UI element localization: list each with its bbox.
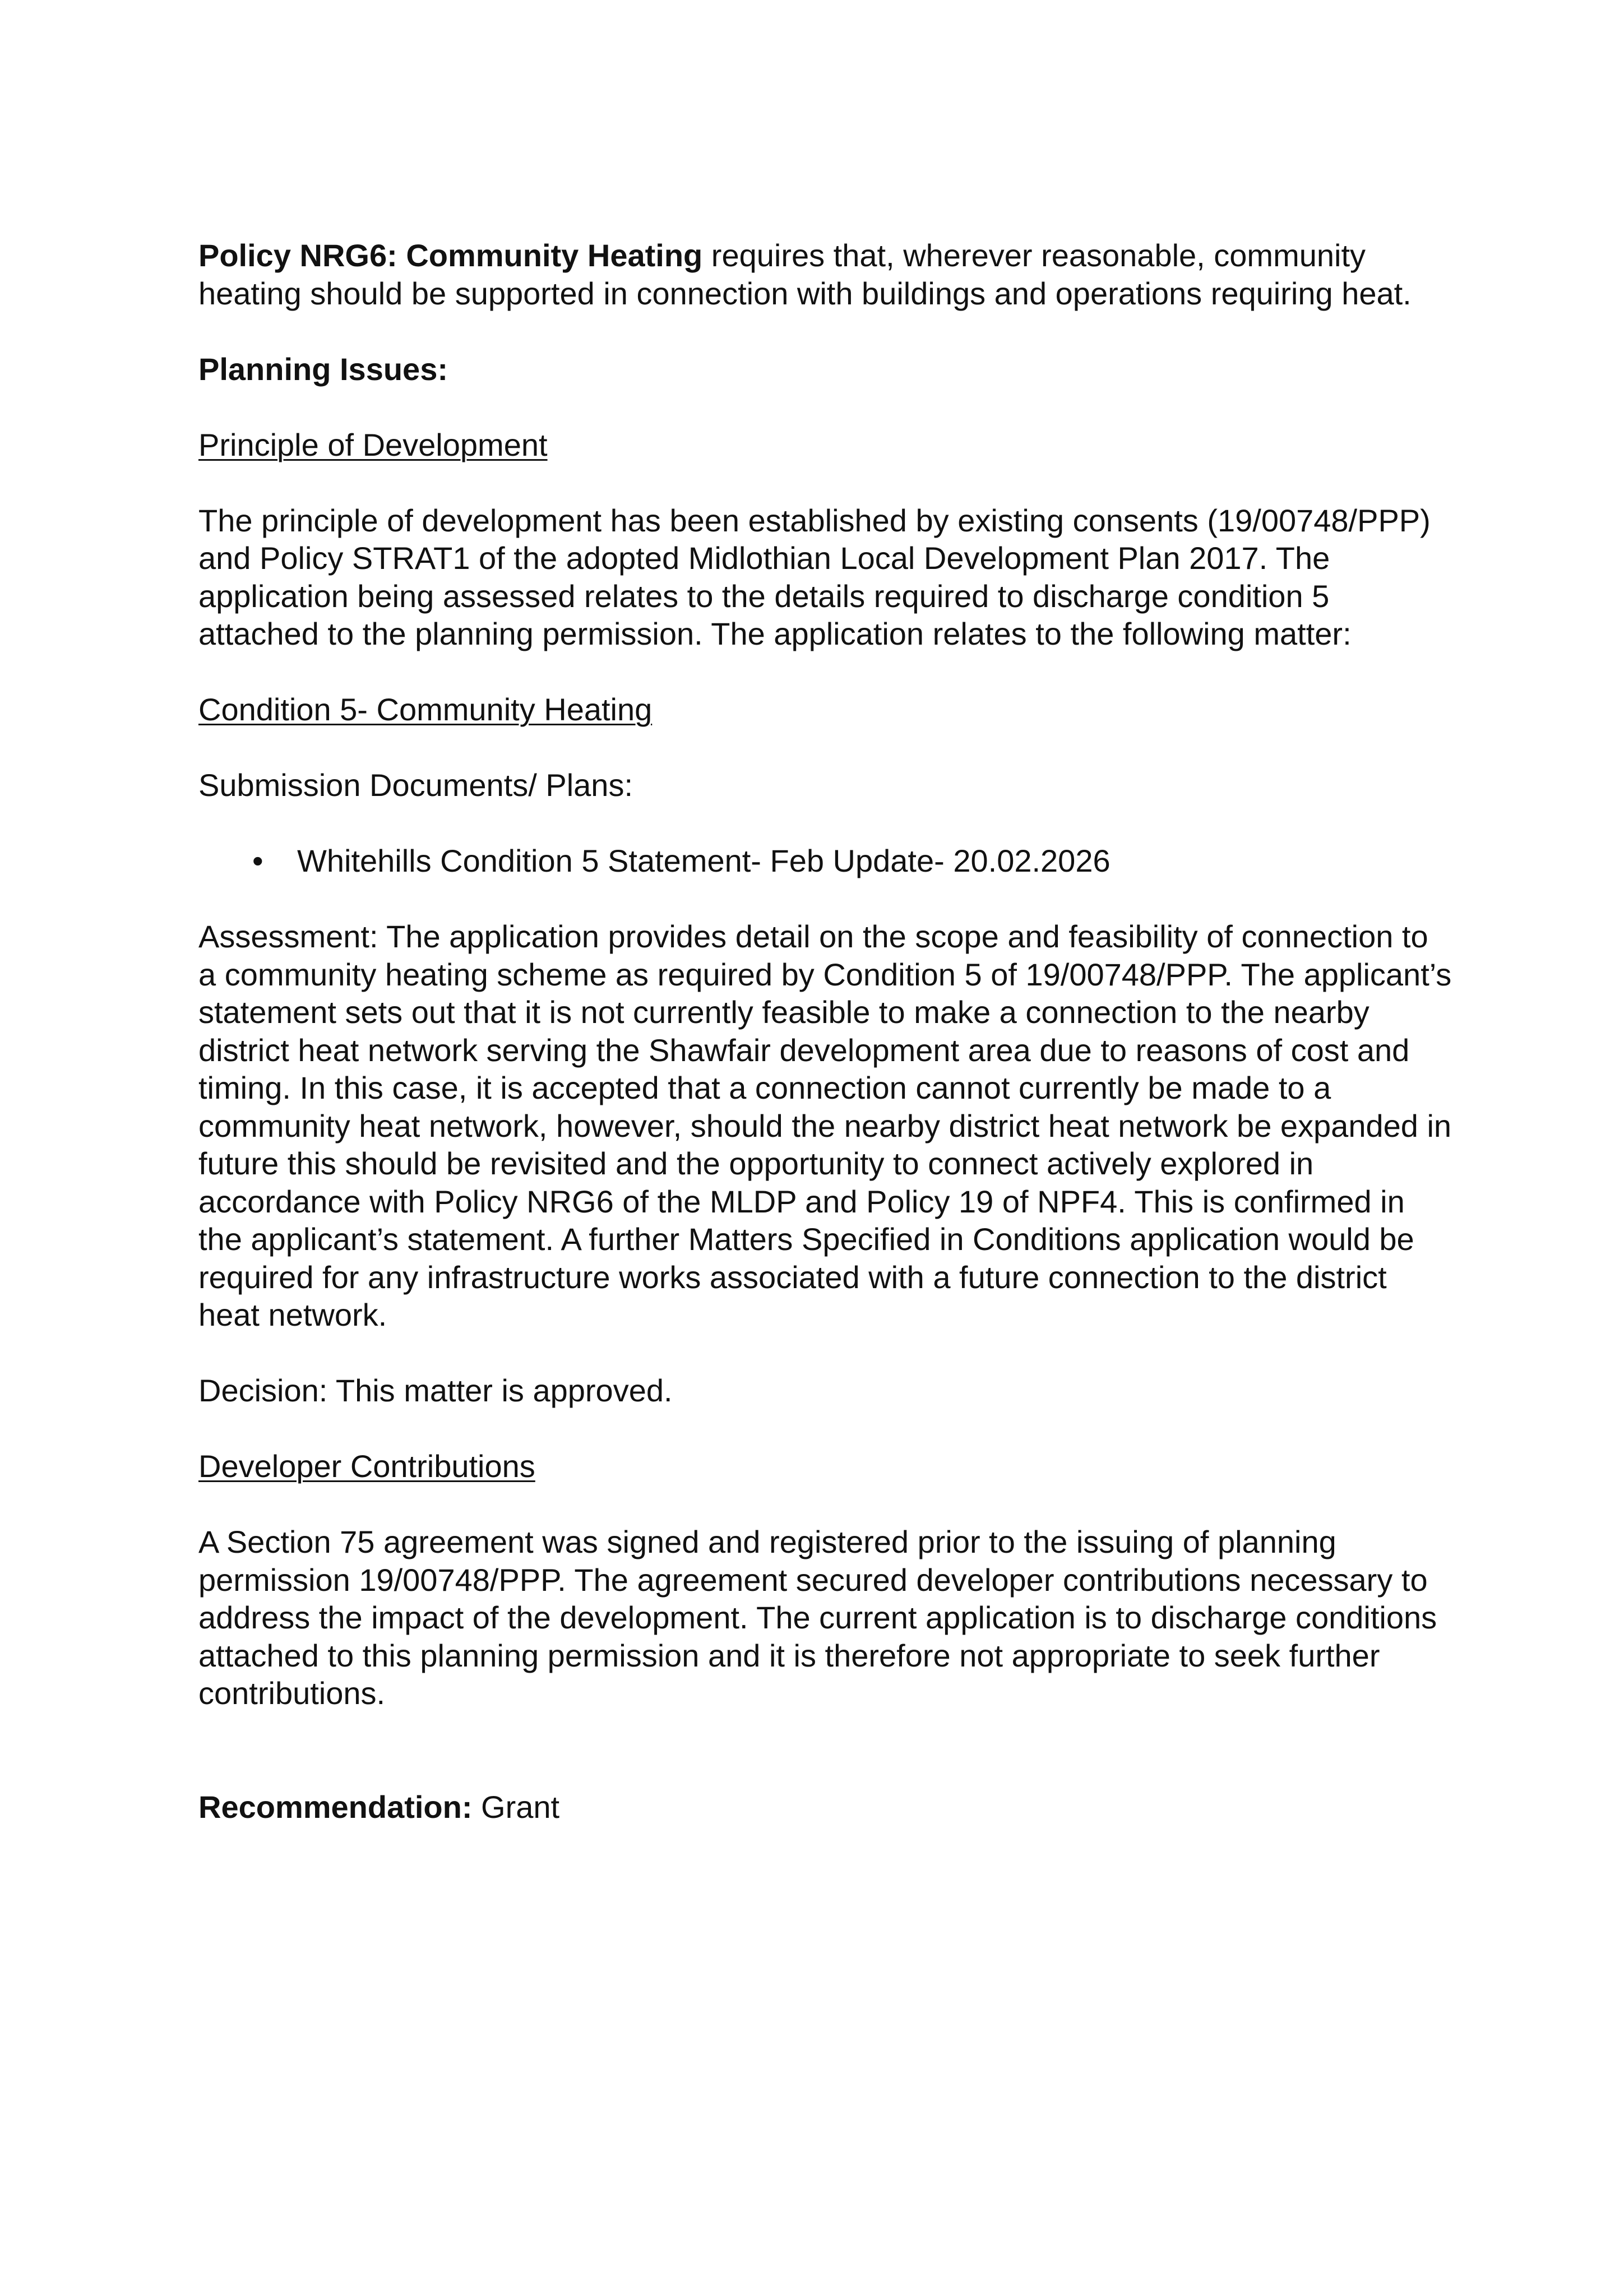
condition-5-heading: Condition 5- Community Heating bbox=[198, 692, 653, 727]
principle-of-development-heading: Principle of Development bbox=[198, 427, 548, 462]
decision-paragraph: Decision: This matter is approved. bbox=[198, 1373, 673, 1408]
submission-documents-label: Submission Documents/ Plans: bbox=[198, 767, 633, 803]
submission-document-name: Whitehills Condition 5 Statement- Feb Update- 20.02.2026 bbox=[297, 843, 1111, 878]
policy-nrg6-paragraph bbox=[198, 237, 1454, 312]
planning-issues-heading: Planning Issues: bbox=[198, 351, 448, 387]
document-page bbox=[198, 237, 1454, 1826]
principle-of-development-text: The principle of development has been established by existing consents (19/00748/PPP) and Policy STRAT1 of the adopted Midlothian Local Development Plan 2017. The application being assessed relates to the details required to discharge condition 5 attached to the planning permission. The application relates to the following matter: bbox=[198, 502, 1431, 651]
assessment-paragraph: Assessment: The application provides detail on the scope and feasibility of connection to a community heating scheme as required by Condition 5 of 19/00748/PPP. The applicant’s statement sets out that it is not currently feasible to make a connection to the nearby district heat network serving the Shawfair development area due to reasons of cost and timing. In this case, it is accepted that a connection cannot currently be made to a community heat network, however, should the nearby district heat network be expanded in future this should be revisited and the opportunity to connect actively explored in accordance with Policy NRG6 of the MLDP and Policy 19 of NPF4. This is confirmed in the applicant’s statement. A further Matters Specified in Conditions application would be required for any infrastructure works associated with a future connection to the district heat network. bbox=[198, 919, 1452, 1332]
list-item bbox=[198, 842, 1454, 880]
recommendation-value: Grant bbox=[472, 1789, 560, 1825]
developer-contributions-text: A Section 75 agreement was signed and registered prior to the issuing of planning permission 19/00748/PPP. The agreement secured developer contributions necessary to address the impact of the development. The current application is to discharge conditions attached to this planning permission and it is therefore not appropriate to seek further contributions. bbox=[198, 1524, 1437, 1711]
developer-contributions-heading: Developer Contributions bbox=[198, 1448, 535, 1484]
policy-nrg6-heading: Policy NRG6: Community Heating bbox=[198, 238, 703, 273]
recommendation-label: Recommendation: bbox=[198, 1789, 473, 1825]
bullet-icon: • bbox=[252, 843, 263, 878]
policy-nrg6-text: requires that, wherever reasonable, community heating should be supported in connection with buildings and operations requiring heat. bbox=[198, 238, 1412, 311]
submission-documents-list bbox=[198, 842, 1454, 880]
recommendation-paragraph bbox=[198, 1788, 1454, 1826]
